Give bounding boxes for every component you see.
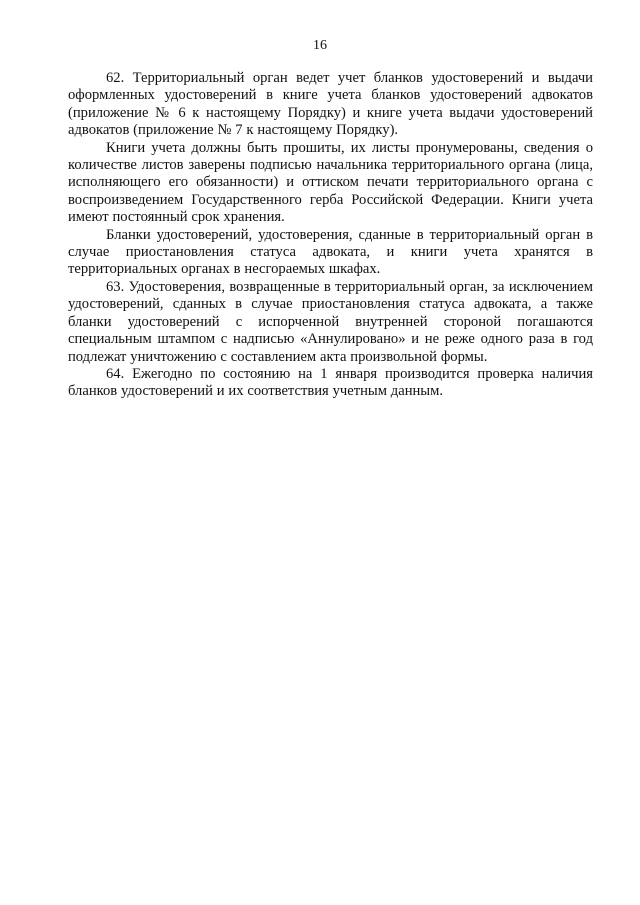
- paragraph-storage: Бланки удостоверений, удостоверения, сданные в территориальный орган в случае приостановления статуса адвоката, и книги учета хранятся в территориальных органах в несгораемых шкафах.: [68, 226, 593, 278]
- paragraph-62: 62. Территориальный орган ведет учет бланков удостоверений и выдачи оформленных удостоверений в книге учета бланков удостоверений адвокатов (приложение № 6 к настоящему Порядку) и книге учета выдачи удостоверений адвокатов (приложение № 7 к настоящему Порядку).: [68, 70, 593, 139]
- page-number: 16: [313, 38, 327, 53]
- paragraph-63: 63. Удостоверения, возвращенные в территориальный орган, за исключением удостоверений, сданных в случае приостановления статуса адвоката, а также бланки удостоверений с испорченной внутренней стороной погашаются специальным штампом с надписью «Аннулировано» и не реже одного раза в год подлежат уничтожению с составлением акта произвольной формы.: [68, 278, 593, 365]
- paragraph-registry-books: Книги учета должны быть прошиты, их листы пронумерованы, сведения о количестве листов заверены подписью начальника территориального органа (лица, исполняющего его обязанности) и оттиском печати территориального органа с воспроизведением Государственного герба Российской Федерации. Книги учета имеют постоянный срок хранения.: [68, 139, 593, 226]
- document-body: [68, 70, 593, 401]
- paragraph-64: 64. Ежегодно по состоянию на 1 января производится проверка наличия бланков удостоверений и их соответствия учетным данным.: [68, 365, 593, 400]
